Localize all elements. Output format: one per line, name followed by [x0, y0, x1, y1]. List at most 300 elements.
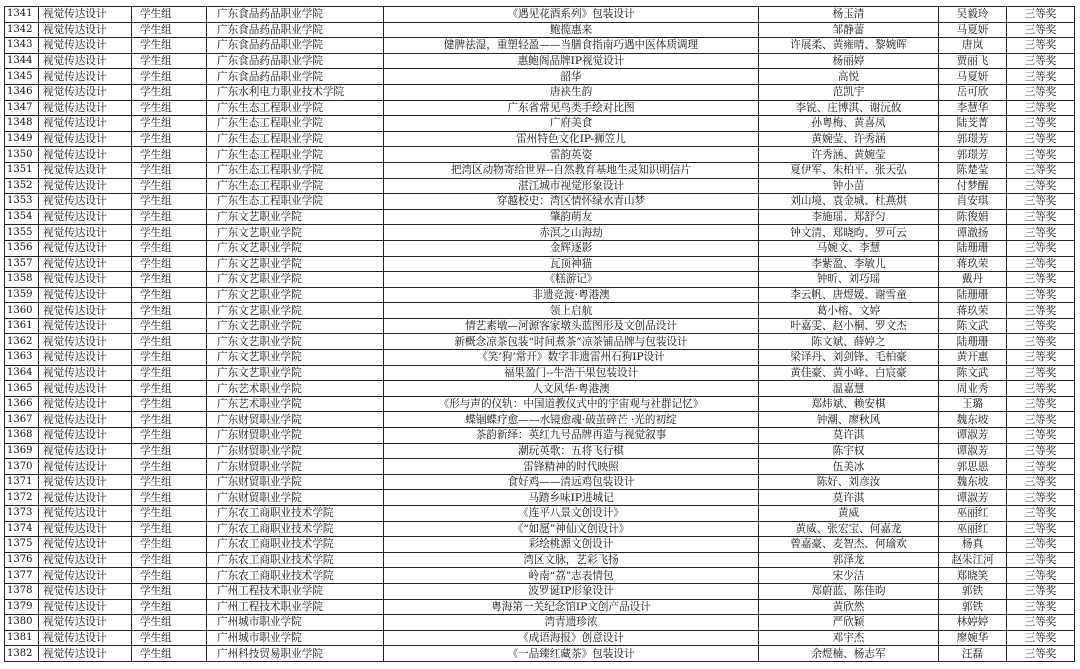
table-row [5, 630, 1075, 646]
table-row [5, 365, 1075, 381]
work-title-cell: 《连平八景文创设计》 [384, 506, 759, 522]
award-cell: 三等奖 [1007, 583, 1075, 599]
row-number-cell: 1348 [5, 116, 39, 132]
table-row [5, 459, 1075, 475]
school-cell: 广州工程技术职业学院 [207, 599, 384, 615]
advisor-cell: 陆珊珊 [939, 334, 1007, 350]
category-cell: 视觉传达设计 [39, 474, 132, 490]
authors-cell: 叶嘉雯、赵小桐、罗文杰 [759, 318, 939, 334]
school-cell: 广东食品药品职业学院 [207, 38, 384, 54]
school-cell: 广东财贸职业学院 [207, 443, 384, 459]
row-number-cell: 1361 [5, 318, 39, 334]
table-row [5, 256, 1075, 272]
row-number-cell: 1380 [5, 615, 39, 631]
table-row [5, 162, 1075, 178]
school-cell: 广东食品药品职业学院 [207, 53, 384, 69]
advisor-cell: 郑晓笑 [939, 568, 1007, 584]
work-title-cell: 韶华 [384, 69, 759, 85]
award-cell: 三等奖 [1007, 69, 1075, 85]
work-title-cell: 把湾区动物寄给世界--自然教育基地生灵知识明信片 [384, 162, 759, 178]
school-cell: 广东财贸职业学院 [207, 474, 384, 490]
table-row [5, 22, 1075, 38]
award-cell: 三等奖 [1007, 272, 1075, 288]
award-cell: 三等奖 [1007, 7, 1075, 23]
advisor-cell: 马夏妍 [939, 69, 1007, 85]
group-cell: 学生组 [132, 474, 207, 490]
school-cell: 广东生态工程职业学院 [207, 162, 384, 178]
table-row [5, 334, 1075, 350]
school-cell: 广东文艺职业学院 [207, 350, 384, 366]
award-cell: 三等奖 [1007, 350, 1075, 366]
table-row [5, 194, 1075, 210]
category-cell: 视觉传达设计 [39, 428, 132, 444]
authors-cell: 钟潮、廖秋风 [759, 412, 939, 428]
award-cell: 三等奖 [1007, 412, 1075, 428]
table-row [5, 287, 1075, 303]
table-row [5, 272, 1075, 288]
table-row [5, 147, 1075, 163]
group-cell: 学生组 [132, 646, 207, 662]
table-row [5, 646, 1075, 662]
school-cell: 广东生态工程职业学院 [207, 178, 384, 194]
group-cell: 学生组 [132, 53, 207, 69]
authors-cell: 马婉文、李慧 [759, 240, 939, 256]
authors-cell: 黄威 [759, 506, 939, 522]
advisor-cell: 陆珊珊 [939, 287, 1007, 303]
row-number-cell: 1367 [5, 412, 39, 428]
group-cell: 学生组 [132, 194, 207, 210]
row-number-cell: 1343 [5, 38, 39, 54]
school-cell: 广东食品药品职业学院 [207, 69, 384, 85]
work-title-cell: 非遗竞渡·粤港澳 [384, 287, 759, 303]
school-cell: 广东水利电力职业技术学院 [207, 84, 384, 100]
table-row [5, 412, 1075, 428]
school-cell: 广东财贸职业学院 [207, 490, 384, 506]
group-cell: 学生组 [132, 240, 207, 256]
table-row [5, 350, 1075, 366]
award-cell: 三等奖 [1007, 381, 1075, 397]
group-cell: 学生组 [132, 162, 207, 178]
table-row [5, 506, 1075, 522]
work-title-cell: 瓦顶神猫 [384, 256, 759, 272]
work-title-cell: 雷州特色文化IP-狮笠儿 [384, 131, 759, 147]
authors-cell: 黄威、张宏宝、何嘉龙 [759, 521, 939, 537]
group-cell: 学生组 [132, 38, 207, 54]
school-cell: 广东文艺职业学院 [207, 225, 384, 241]
award-cell: 三等奖 [1007, 506, 1075, 522]
work-title-cell: 惠鲍阁品牌IP视觉设计 [384, 53, 759, 69]
group-cell: 学生组 [132, 209, 207, 225]
group-cell: 学生组 [132, 412, 207, 428]
award-cell: 三等奖 [1007, 240, 1075, 256]
authors-cell: 莫许淇 [759, 490, 939, 506]
award-cell: 三等奖 [1007, 365, 1075, 381]
table-row [5, 38, 1075, 54]
category-cell: 视觉传达设计 [39, 334, 132, 350]
group-cell: 学生组 [132, 615, 207, 631]
category-cell: 视觉传达设计 [39, 53, 132, 69]
table-row [5, 490, 1075, 506]
group-cell: 学生组 [132, 537, 207, 553]
school-cell: 广州工程技术职业学院 [207, 583, 384, 599]
advisor-cell: 谭淑芳 [939, 443, 1007, 459]
school-cell: 广东文艺职业学院 [207, 318, 384, 334]
award-cell: 三等奖 [1007, 490, 1075, 506]
award-cell: 三等奖 [1007, 568, 1075, 584]
authors-cell: 杨丽婷 [759, 53, 939, 69]
work-title-cell: 领上启航 [384, 303, 759, 319]
group-cell: 学生组 [132, 287, 207, 303]
row-number-cell: 1375 [5, 537, 39, 553]
table-row [5, 552, 1075, 568]
advisor-cell: 唐岚 [939, 38, 1007, 54]
school-cell: 广东文艺职业学院 [207, 287, 384, 303]
row-number-cell: 1368 [5, 428, 39, 444]
award-cell: 三等奖 [1007, 256, 1075, 272]
group-cell: 学生组 [132, 272, 207, 288]
group-cell: 学生组 [132, 334, 207, 350]
category-cell: 视觉传达设计 [39, 84, 132, 100]
school-cell: 广东文艺职业学院 [207, 240, 384, 256]
work-title-cell: 岭南“荔”志表情包 [384, 568, 759, 584]
authors-cell: 夏伊军、朱柏平、张天弘 [759, 162, 939, 178]
advisor-cell: 岳可欣 [939, 84, 1007, 100]
authors-cell: 李紫盈、李敏儿 [759, 256, 939, 272]
row-number-cell: 1352 [5, 178, 39, 194]
table-row [5, 209, 1075, 225]
category-cell: 视觉传达设计 [39, 381, 132, 397]
category-cell: 视觉传达设计 [39, 209, 132, 225]
row-number-cell: 1360 [5, 303, 39, 319]
group-cell: 学生组 [132, 84, 207, 100]
work-title-cell: 《形与声的仪轨：中国道教仪式中的宇宙观与社群记忆》 [384, 396, 759, 412]
row-number-cell: 1382 [5, 646, 39, 662]
work-title-cell: 茶韵新绎：英红九号品牌再造与视觉叙事 [384, 428, 759, 444]
table-row [5, 599, 1075, 615]
award-cell: 三等奖 [1007, 552, 1075, 568]
school-cell: 广东文艺职业学院 [207, 256, 384, 272]
school-cell: 广东生态工程职业学院 [207, 147, 384, 163]
work-title-cell: 粤海第一关纪念馆IP文创产品设计 [384, 599, 759, 615]
authors-cell: 刘山境、袁金城、杜燕烘 [759, 194, 939, 210]
work-title-cell: 《遇见花酒系列》包装设计 [384, 7, 759, 23]
group-cell: 学生组 [132, 443, 207, 459]
group-cell: 学生组 [132, 116, 207, 132]
authors-cell: 梁译丹、刘剑锋、毛柏豪 [759, 350, 939, 366]
authors-cell: 陈好、刘彦汝 [759, 474, 939, 490]
award-cell: 三等奖 [1007, 334, 1075, 350]
category-cell: 视觉传达设计 [39, 506, 132, 522]
advisor-cell: 杨真 [939, 537, 1007, 553]
category-cell: 视觉传达设计 [39, 350, 132, 366]
row-number-cell: 1365 [5, 381, 39, 397]
category-cell: 视觉传达设计 [39, 537, 132, 553]
authors-cell: 钟昕、刘巧瑶 [759, 272, 939, 288]
row-number-cell: 1346 [5, 84, 39, 100]
group-cell: 学生组 [132, 583, 207, 599]
group-cell: 学生组 [132, 490, 207, 506]
row-number-cell: 1350 [5, 147, 39, 163]
work-title-cell: 马踏乡味IP进城记 [384, 490, 759, 506]
table-row [5, 131, 1075, 147]
award-cell: 三等奖 [1007, 396, 1075, 412]
advisor-cell: 巫丽红 [939, 506, 1007, 522]
work-title-cell: 广东省常见鸟类手绘对比图 [384, 100, 759, 116]
authors-cell: 黄欣然 [759, 599, 939, 615]
school-cell: 广东食品药品职业学院 [207, 22, 384, 38]
row-number-cell: 1369 [5, 443, 39, 459]
authors-cell: 孙粤梅、黄喜凤 [759, 116, 939, 132]
advisor-cell: 陈文武 [939, 365, 1007, 381]
authors-cell: 杨玉清 [759, 7, 939, 23]
award-cell: 三等奖 [1007, 147, 1075, 163]
category-cell: 视觉传达设计 [39, 178, 132, 194]
work-title-cell: 唐袂生韵 [384, 84, 759, 100]
advisor-cell: 周业秀 [939, 381, 1007, 397]
authors-cell: 许秀涵、黄婉莹 [759, 147, 939, 163]
work-title-cell: 健脾祛湿，重塑轻盈——当膳食指南巧遇中医体质调理 [384, 38, 759, 54]
table-row [5, 521, 1075, 537]
school-cell: 广东财贸职业学院 [207, 412, 384, 428]
advisor-cell: 林婷婷 [939, 615, 1007, 631]
group-cell: 学生组 [132, 69, 207, 85]
authors-cell: 郑炜斌、赖安棋 [759, 396, 939, 412]
work-title-cell: 鲍揽惠来 [384, 22, 759, 38]
table-row [5, 381, 1075, 397]
advisor-cell: 王璐 [939, 396, 1007, 412]
group-cell: 学生组 [132, 147, 207, 163]
advisor-cell: 付梦醒 [939, 178, 1007, 194]
row-number-cell: 1341 [5, 7, 39, 23]
group-cell: 学生组 [132, 178, 207, 194]
category-cell: 视觉传达设计 [39, 116, 132, 132]
row-number-cell: 1347 [5, 100, 39, 116]
school-cell: 广东文艺职业学院 [207, 303, 384, 319]
row-number-cell: 1378 [5, 583, 39, 599]
row-number-cell: 1342 [5, 22, 39, 38]
row-number-cell: 1370 [5, 459, 39, 475]
category-cell: 视觉传达设计 [39, 365, 132, 381]
award-table [4, 6, 1075, 662]
category-cell: 视觉传达设计 [39, 100, 132, 116]
advisor-cell: 陆珊珊 [939, 240, 1007, 256]
category-cell: 视觉传达设计 [39, 630, 132, 646]
table-row [5, 443, 1075, 459]
advisor-cell: 巫丽红 [939, 521, 1007, 537]
category-cell: 视觉传达设计 [39, 38, 132, 54]
advisor-cell: 郭思恩 [939, 459, 1007, 475]
table-row [5, 303, 1075, 319]
group-cell: 学生组 [132, 7, 207, 23]
award-cell: 三等奖 [1007, 209, 1075, 225]
school-cell: 广东财贸职业学院 [207, 459, 384, 475]
category-cell: 视觉传达设计 [39, 615, 132, 631]
group-cell: 学生组 [132, 131, 207, 147]
category-cell: 视觉传达设计 [39, 490, 132, 506]
table-row [5, 84, 1075, 100]
work-title-cell: 情艺素墩—河源客家墩头蓝图形及文创品设计 [384, 318, 759, 334]
table-row [5, 53, 1075, 69]
award-cell: 三等奖 [1007, 537, 1075, 553]
school-cell: 广州科技贸易职业学院 [207, 646, 384, 662]
advisor-cell: 廖婉华 [939, 630, 1007, 646]
school-cell: 广东艺术职业学院 [207, 381, 384, 397]
advisor-cell: 汪磊 [939, 646, 1007, 662]
table-row [5, 100, 1075, 116]
category-cell: 视觉传达设计 [39, 521, 132, 537]
school-cell: 广东生态工程职业学院 [207, 100, 384, 116]
category-cell: 视觉传达设计 [39, 240, 132, 256]
work-title-cell: 《“如愿”神仙文创设计》 [384, 521, 759, 537]
authors-cell: 邹静蕾 [759, 22, 939, 38]
group-cell: 学生组 [132, 350, 207, 366]
table-row [5, 225, 1075, 241]
group-cell: 学生组 [132, 303, 207, 319]
table-row [5, 178, 1075, 194]
row-number-cell: 1351 [5, 162, 39, 178]
award-cell: 三等奖 [1007, 521, 1075, 537]
work-title-cell: 蝶锢蝶疗愈——水镜愈魂·破茧碎芒 ·光的初绽 [384, 412, 759, 428]
authors-cell: 余煜楠、杨志军 [759, 646, 939, 662]
work-title-cell: 彩绘桃源文创设计 [384, 537, 759, 553]
row-number-cell: 1381 [5, 630, 39, 646]
row-number-cell: 1356 [5, 240, 39, 256]
advisor-cell: 郭铁 [939, 599, 1007, 615]
row-number-cell: 1377 [5, 568, 39, 584]
group-cell: 学生组 [132, 459, 207, 475]
category-cell: 视觉传达设计 [39, 162, 132, 178]
authors-cell: 陈文斌、薛婷之 [759, 334, 939, 350]
category-cell: 视觉传达设计 [39, 599, 132, 615]
authors-cell: 许展柔、黄雍晴、黎婉晖 [759, 38, 939, 54]
authors-cell: 黄婉莹、许秀涵 [759, 131, 939, 147]
table-row [5, 396, 1075, 412]
advisor-cell: 郭铁 [939, 583, 1007, 599]
advisor-cell: 李慧华 [939, 100, 1007, 116]
row-number-cell: 1355 [5, 225, 39, 241]
advisor-cell: 谭淑芳 [939, 490, 1007, 506]
row-number-cell: 1357 [5, 256, 39, 272]
row-number-cell: 1353 [5, 194, 39, 210]
work-title-cell: 《一品臻红藏茶》包装设计 [384, 646, 759, 662]
work-title-cell: 湾青遗珍浓 [384, 615, 759, 631]
group-cell: 学生组 [132, 318, 207, 334]
advisor-cell: 陈俊娟 [939, 209, 1007, 225]
authors-cell: 高悦 [759, 69, 939, 85]
advisor-cell: 谭澈扬 [939, 225, 1007, 241]
school-cell: 广东文艺职业学院 [207, 365, 384, 381]
award-cell: 三等奖 [1007, 131, 1075, 147]
work-title-cell: 雷韵英姿 [384, 147, 759, 163]
category-cell: 视觉传达设计 [39, 147, 132, 163]
school-cell: 广东生态工程职业学院 [207, 194, 384, 210]
advisor-cell: 蒋玖荣 [939, 303, 1007, 319]
advisor-cell: 肖安琪 [939, 194, 1007, 210]
authors-cell: 葛小榕、文婷 [759, 303, 939, 319]
work-title-cell: 《成语海报》创意设计 [384, 630, 759, 646]
advisor-cell: 戴丹 [939, 272, 1007, 288]
category-cell: 视觉传达设计 [39, 7, 132, 23]
authors-cell: 宋少洁 [759, 568, 939, 584]
category-cell: 视觉传达设计 [39, 194, 132, 210]
advisor-cell: 谭淑芳 [939, 428, 1007, 444]
school-cell: 广州城市职业学院 [207, 615, 384, 631]
row-number-cell: 1364 [5, 365, 39, 381]
work-title-cell: 新概念凉茶包装“时间煮茶”凉茶铺品牌与包装设计 [384, 334, 759, 350]
school-cell: 广东食品药品职业学院 [207, 7, 384, 23]
award-cell: 三等奖 [1007, 194, 1075, 210]
authors-cell: 伍美冰 [759, 459, 939, 475]
group-cell: 学生组 [132, 568, 207, 584]
award-cell: 三等奖 [1007, 443, 1075, 459]
school-cell: 广东文艺职业学院 [207, 272, 384, 288]
school-cell: 广东农工商职业技术学院 [207, 537, 384, 553]
award-cell: 三等奖 [1007, 428, 1075, 444]
group-cell: 学生组 [132, 396, 207, 412]
table-row [5, 318, 1075, 334]
authors-cell: 郭泽龙 [759, 552, 939, 568]
row-number-cell: 1376 [5, 552, 39, 568]
work-title-cell: 湾区文脉，艺彩飞扬 [384, 552, 759, 568]
award-cell: 三等奖 [1007, 615, 1075, 631]
authors-cell: 钟小苗 [759, 178, 939, 194]
work-title-cell: 赤溟之山海劫 [384, 225, 759, 241]
category-cell: 视觉传达设计 [39, 225, 132, 241]
award-cell: 三等奖 [1007, 599, 1075, 615]
group-cell: 学生组 [132, 506, 207, 522]
category-cell: 视觉传达设计 [39, 256, 132, 272]
advisor-cell: 陈楚莹 [939, 162, 1007, 178]
advisor-cell: 蒋玖荣 [939, 256, 1007, 272]
category-cell: 视觉传达设计 [39, 69, 132, 85]
group-cell: 学生组 [132, 22, 207, 38]
row-number-cell: 1366 [5, 396, 39, 412]
group-cell: 学生组 [132, 225, 207, 241]
authors-cell: 钟文清、郑晓昀、罗可云 [759, 225, 939, 241]
table-row [5, 568, 1075, 584]
category-cell: 视觉传达设计 [39, 131, 132, 147]
row-number-cell: 1344 [5, 53, 39, 69]
category-cell: 视觉传达设计 [39, 318, 132, 334]
award-cell: 三等奖 [1007, 474, 1075, 490]
category-cell: 视觉传达设计 [39, 303, 132, 319]
category-cell: 视觉传达设计 [39, 287, 132, 303]
category-cell: 视觉传达设计 [39, 459, 132, 475]
advisor-cell: 郭璟芳 [939, 131, 1007, 147]
award-cell: 三等奖 [1007, 630, 1075, 646]
authors-cell: 陈宇权 [759, 443, 939, 459]
work-title-cell: 广府美食 [384, 116, 759, 132]
work-title-cell: 雷锋精神的时代映照 [384, 459, 759, 475]
group-cell: 学生组 [132, 599, 207, 615]
school-cell: 广东农工商职业技术学院 [207, 521, 384, 537]
row-number-cell: 1345 [5, 69, 39, 85]
authors-cell: 李云帆、唐煜媛、谢雪童 [759, 287, 939, 303]
table-row [5, 583, 1075, 599]
work-title-cell: 湛江城市视觉形象设计 [384, 178, 759, 194]
row-number-cell: 1371 [5, 474, 39, 490]
award-cell: 三等奖 [1007, 318, 1075, 334]
school-cell: 广东文艺职业学院 [207, 209, 384, 225]
work-title-cell: 《笑’狗’常开》数字非遗雷州石狗IP设计 [384, 350, 759, 366]
advisor-cell: 郭璟芳 [939, 147, 1007, 163]
award-cell: 三等奖 [1007, 178, 1075, 194]
school-cell: 广东财贸职业学院 [207, 428, 384, 444]
advisor-cell: 吴毅玲 [939, 7, 1007, 23]
award-cell: 三等奖 [1007, 646, 1075, 662]
advisor-cell: 贾丽飞 [939, 53, 1007, 69]
group-cell: 学生组 [132, 428, 207, 444]
